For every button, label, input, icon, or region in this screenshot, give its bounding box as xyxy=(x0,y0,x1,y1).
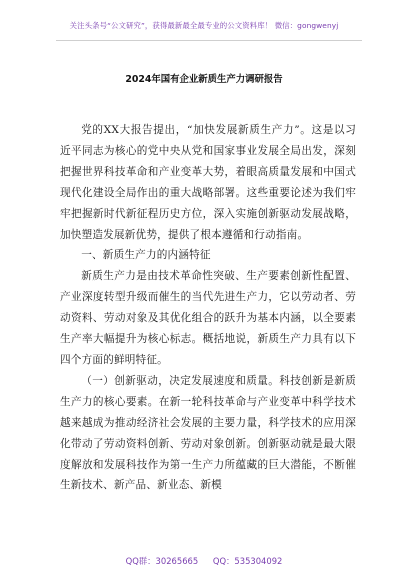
paragraph-intro: 党的XX大报告提出，“加快发展新质生产力”。这是以习近平同志为核心的党中央从党和国家事业发展全局出发，深刻把握世界科技革命和产业变革大势，着眼高质量发展和中国式现代化建设全局作出的重大战略部署。这些重要论述为我们牢牢把握新时代新征程历史方位，深入实施创新驱动发展战略，加快塑造发展新优势，提供了根本遵循和行动指南。 xyxy=(60,124,356,241)
paragraph-innovation: （一）创新驱动，决定发展速度和质量。科技创新是新质生产力的核心要素。在新一轮科技革命与产业变革中科学技术越来越成为推动经济社会发展的主要力量，科学技术的应用深化带动了劳动资料创新、劳动对象创新。创新驱动就是最大限度解放和发展科技作为第一生产力所蕴藏的巨大潜能，不断催生新技术、新产品、新业态、新模 xyxy=(60,374,356,492)
document-body xyxy=(60,120,356,496)
header-promo-text: 关注头条号“公文研究”，获得最新最全最专业的公文资料库！ 微信：gongwenyj xyxy=(69,21,339,30)
section-heading: 一、新质生产力的内涵特征 xyxy=(81,249,211,262)
paragraph-definition: 新质生产力是由技术革命性突破、生产要素创新性配置、产业深度转型升级而催生的当代先进生产力，它以劳动者、劳动资料、劳动对象及其优化组合的跃升为基本内涵，以全要素生产率大幅提升为核心标志。概括地说，新质生产力具有以下四个方面的鲜明特征。 xyxy=(60,270,356,366)
document-title: 2024年国有企业新质生产力调研报告 xyxy=(125,74,283,85)
footer-qq-number: QQ：535304092 xyxy=(212,556,283,566)
footer-qq-group: QQ群：30265665 xyxy=(125,556,199,566)
header-divider xyxy=(56,40,362,41)
footer-contact xyxy=(0,555,408,567)
